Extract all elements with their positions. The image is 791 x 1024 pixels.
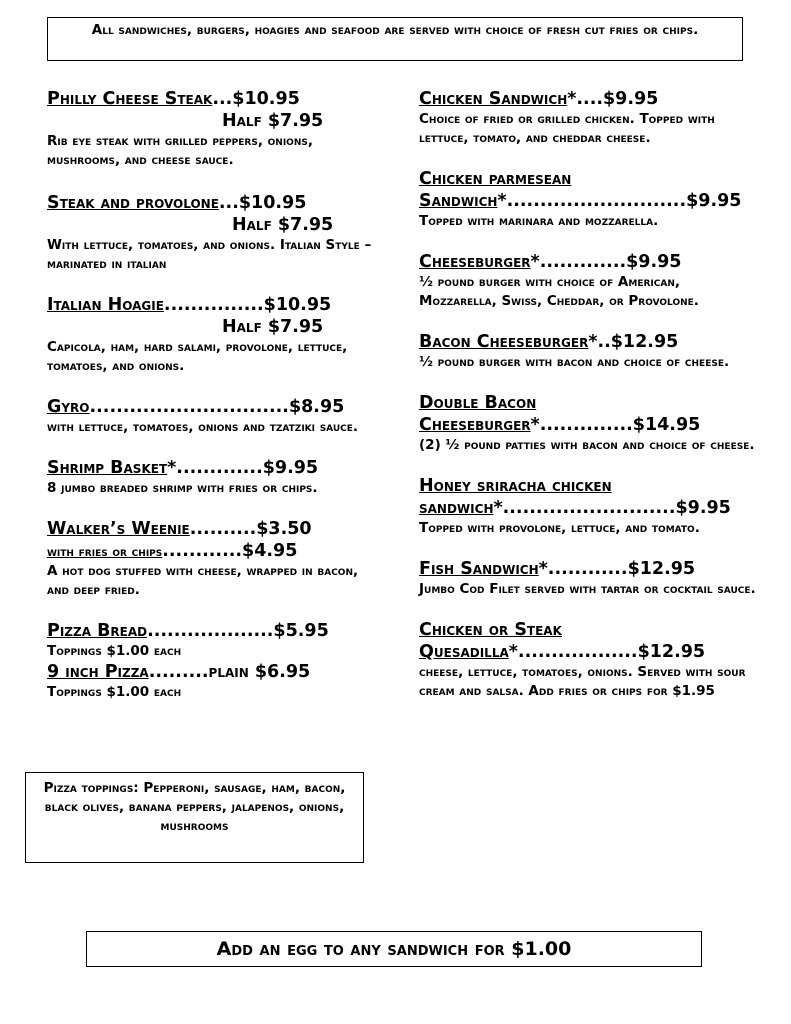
header-note: All sandwiches, burgers, hoagies and seafood are served with choice of fresh cut fries or chips.	[47, 17, 743, 61]
item-toppings: Toppings $1.00 each	[47, 643, 182, 659]
item-description: With lettuce, tomatoes, and onions. Italian Style – marinated in italian	[47, 237, 372, 272]
item-description: Jumbo Cod Filet served with tartar or cocktail sauce.	[419, 581, 756, 597]
item-title-line1	[419, 475, 759, 497]
item-name: Fish Sandwich	[419, 559, 539, 579]
item-price: ...................$5.95	[147, 621, 329, 641]
item-name: Chicken parmesean	[419, 169, 572, 189]
item-sub-price: ............$4.95	[162, 541, 298, 561]
item-weenie	[47, 518, 372, 600]
item-name: Philly Cheese Steak	[47, 89, 213, 109]
item-price: ..........$3.50	[189, 519, 312, 539]
item-name: Gyro	[47, 397, 90, 417]
item-half-price: Half $7.95	[222, 317, 324, 337]
item-name: Bacon Cheeseburger	[419, 332, 589, 352]
item-quesadilla	[419, 619, 759, 701]
item-description: (2) ½ pound patties with bacon and choice of cheese.	[419, 437, 755, 453]
item-title-line1	[419, 168, 759, 190]
item-description: Topped with marinara and mozzarella.	[419, 213, 659, 229]
item-price: *..................$12.95	[508, 642, 706, 662]
item-name: sandwich	[419, 498, 494, 518]
item-description: Choice of fried or grilled chicken. Topped with lettuce, tomato, and cheddar cheese.	[419, 111, 715, 146]
item-name: Cheeseburger	[419, 415, 531, 435]
item-title	[47, 457, 372, 479]
item-description: 8 jumbo breaded shrimp with fries or chips.	[47, 480, 318, 496]
item-name: Quesadilla	[419, 642, 509, 662]
item-cheeseburger	[419, 251, 759, 311]
item-price: *.............$9.95	[530, 252, 682, 272]
item-pizza-bread	[47, 620, 372, 661]
item-title	[419, 251, 759, 273]
item-provolone	[47, 192, 372, 274]
item-description: Capicola, ham, hard salami, provolone, lettuce, tomatoes, and onions.	[47, 339, 348, 374]
item-title	[419, 558, 759, 580]
item-name: Shrimp Basket	[47, 458, 168, 478]
item-half-price: Half $7.95	[222, 111, 324, 131]
item-price: ...$10.95	[218, 193, 307, 213]
item-price: *.............$9.95	[167, 458, 319, 478]
item-name: Cheeseburger	[419, 252, 531, 272]
item-description: Topped with provolone, lettuce, and tomato.	[419, 520, 700, 536]
item-title	[47, 620, 372, 642]
item-name: Sandwich	[419, 191, 498, 211]
item-price: .........plain $6.95	[148, 662, 311, 682]
item-subtitle	[47, 540, 372, 562]
item-title	[47, 88, 372, 110]
left-column	[47, 88, 372, 702]
item-description: Rib eye steak with grilled peppers, onions, mushrooms, and cheese sauce.	[47, 133, 313, 168]
item-price: *..$12.95	[588, 332, 679, 352]
item-sub-name: with fries or chips	[47, 544, 163, 560]
item-gyro	[47, 396, 372, 437]
item-price: *..........................$9.95	[493, 498, 731, 518]
item-description: cheese, lettuce, tomatoes, onions. Served with sour cream and salsa. Add fries or chips for $1.95	[419, 664, 746, 699]
item-price: *..............$14.95	[530, 415, 701, 435]
item-title	[419, 88, 759, 110]
item-pizza	[47, 661, 372, 702]
item-name: Steak and provolone	[47, 193, 219, 213]
item-name: Chicken Sandwich	[419, 89, 568, 109]
item-title-line1	[419, 619, 759, 641]
item-philly	[47, 88, 372, 170]
item-hoagie	[47, 294, 372, 376]
item-bacon-cheeseburger	[419, 331, 759, 372]
item-name: Pizza Bread	[47, 621, 148, 641]
item-title-line2	[419, 497, 759, 519]
item-price: *....$9.95	[567, 89, 659, 109]
item-price: ..............................$8.95	[89, 397, 345, 417]
item-name: Double Bacon	[419, 393, 537, 413]
item-double-bacon	[419, 392, 759, 455]
item-chicken-parm	[419, 168, 759, 231]
item-description: with lettuce, tomatoes, onions and tzatziki sauce.	[47, 419, 359, 435]
item-title	[47, 396, 372, 418]
item-title	[47, 192, 372, 214]
pizza-toppings-box: Pizza toppings: Pepperoni, sausage, ham, bacon, black olives, banana peppers, jalapenos, onions, mushrooms	[25, 772, 364, 863]
item-name: Chicken or Steak	[419, 620, 562, 640]
item-name: Walker’s Weenie	[47, 519, 190, 539]
item-price: ...$10.95	[212, 89, 300, 109]
item-name: Italian Hoagie	[47, 295, 164, 315]
egg-note: Add an egg to any sandwich for $1.00	[86, 931, 702, 967]
item-description: ½ pound burger with choice of American, Mozzarella, Swiss, Cheddar, or Provolone.	[419, 274, 699, 309]
item-title-line2	[419, 190, 759, 212]
item-title	[419, 331, 759, 353]
item-title	[47, 661, 372, 683]
item-chicken-sandwich	[419, 88, 759, 148]
item-toppings: Toppings $1.00 each	[47, 684, 182, 700]
right-column	[419, 88, 759, 701]
item-title	[47, 294, 372, 316]
item-name: Honey sriracha chicken	[419, 476, 612, 496]
item-title-line2	[419, 641, 759, 663]
item-fish-sandwich	[419, 558, 759, 599]
item-title	[47, 518, 372, 540]
item-honey-sriracha	[419, 475, 759, 538]
item-description: ½ pound burger with bacon and choice of cheese.	[419, 354, 730, 370]
item-title-line1	[419, 392, 759, 414]
item-title-line2	[419, 414, 759, 436]
item-name: 9 inch Pizza	[47, 662, 149, 682]
item-price: *...........................$9.95	[497, 191, 742, 211]
item-half-price: Half $7.95	[232, 215, 334, 235]
item-price: *............$12.95	[538, 559, 696, 579]
item-price: ...............$10.95	[163, 295, 332, 315]
item-description: A hot dog stuffed with cheese, wrapped in bacon, and deep fried.	[47, 563, 359, 598]
item-shrimp	[47, 457, 372, 498]
